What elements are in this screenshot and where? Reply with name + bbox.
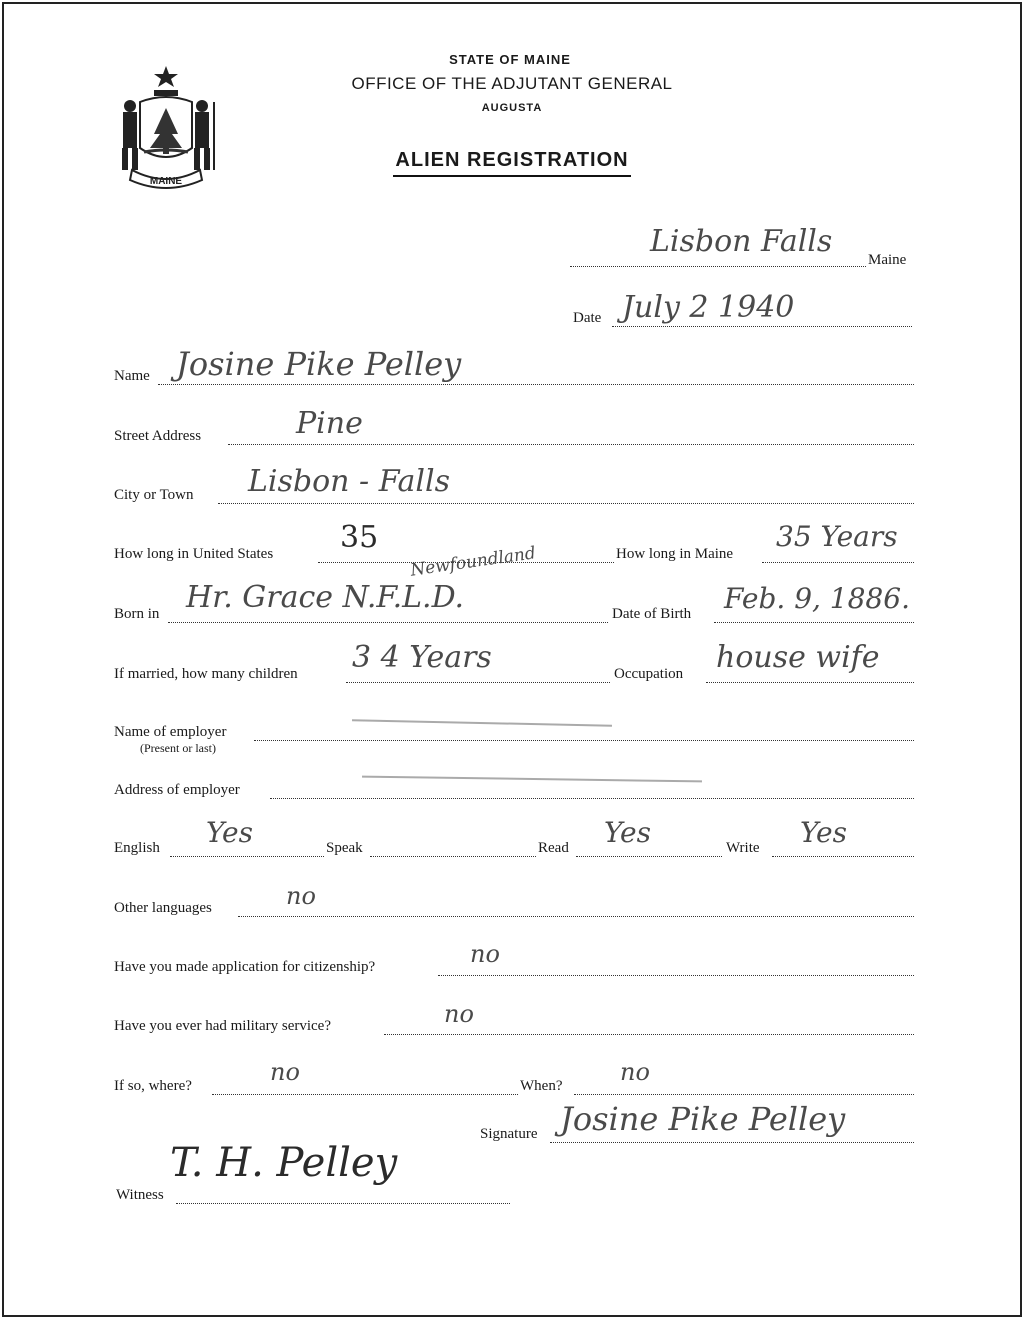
children-label: If married, how many children bbox=[114, 666, 298, 682]
place-value: Lisbon Falls bbox=[650, 224, 833, 259]
us-duration-value: 35 bbox=[340, 520, 379, 555]
military-label: Have you ever had military service? bbox=[114, 1018, 331, 1034]
us-duration-label: How long in United States bbox=[114, 546, 274, 562]
citizenship-line bbox=[438, 961, 914, 976]
place-suffix: Maine bbox=[868, 252, 907, 268]
occupation-label: Occupation bbox=[614, 666, 684, 682]
english-value: Yes bbox=[206, 816, 253, 849]
where-label: If so, where? bbox=[114, 1078, 192, 1094]
other-languages-label: Other languages bbox=[114, 900, 212, 916]
employer-address-line bbox=[270, 784, 914, 799]
employer-line bbox=[254, 726, 914, 741]
office-heading: OFFICE OF THE ADJUTANT GENERAL bbox=[351, 74, 673, 93]
signature-value: Josine Pike Pelley bbox=[560, 1100, 846, 1138]
other-languages-line bbox=[238, 902, 914, 917]
where-line bbox=[212, 1080, 518, 1095]
born-label: Born in bbox=[114, 606, 160, 622]
date-label: Date bbox=[573, 310, 602, 326]
date-value: July 2 1940 bbox=[622, 290, 795, 325]
maine-duration-label: How long in Maine bbox=[616, 546, 734, 562]
street-value: Pine bbox=[296, 406, 363, 441]
state-heading: STATE OF MAINE bbox=[449, 52, 571, 67]
city-value: Lisbon - Falls bbox=[248, 464, 450, 499]
witness-label: Witness bbox=[116, 1187, 164, 1203]
born-insert-note: Newfoundland bbox=[409, 543, 537, 581]
seal-banner-text: MAINE bbox=[149, 176, 183, 187]
form-title: ALIEN REGISTRATION bbox=[0, 149, 1024, 172]
dob-label: Date of Birth bbox=[612, 606, 692, 622]
when-label: When? bbox=[520, 1078, 563, 1094]
born-value: Hr. Grace N.F.L.D. bbox=[186, 580, 465, 615]
english-label: English bbox=[114, 840, 160, 856]
city-heading: AUGUSTA bbox=[481, 102, 543, 114]
city-label: City or Town bbox=[114, 487, 194, 503]
citizenship-value: no bbox=[470, 940, 500, 968]
where-value: no bbox=[270, 1058, 300, 1086]
write-value: Yes bbox=[800, 816, 847, 849]
speak-line bbox=[370, 842, 536, 857]
when-value: no bbox=[620, 1058, 650, 1086]
dob-value: Feb. 9, 1886. bbox=[724, 582, 910, 615]
write-label: Write bbox=[726, 840, 760, 856]
other-languages-value: no bbox=[286, 882, 316, 910]
name-value: Josine Pike Pelley bbox=[176, 345, 462, 383]
witness-line bbox=[176, 1189, 510, 1204]
military-value: no bbox=[444, 1000, 474, 1028]
citizenship-label: Have you made application for citizenship? bbox=[114, 959, 376, 975]
read-value: Yes bbox=[604, 816, 651, 849]
children-value: 3 4 Years bbox=[352, 640, 492, 675]
street-label: Street Address bbox=[114, 428, 202, 444]
witness-value: T. H. Pelley bbox=[170, 1140, 398, 1186]
name-label: Name bbox=[114, 368, 150, 384]
maine-duration-value: 35 Years bbox=[776, 520, 898, 553]
read-label: Read bbox=[538, 840, 569, 856]
speak-label: Speak bbox=[326, 840, 363, 856]
employer-label: Name of employer bbox=[114, 724, 227, 740]
employer-address-label: Address of employer bbox=[114, 782, 240, 798]
occupation-value: house wife bbox=[716, 640, 880, 675]
signature-label: Signature bbox=[480, 1126, 538, 1142]
employer-sublabel: (Present or last) bbox=[140, 741, 216, 755]
